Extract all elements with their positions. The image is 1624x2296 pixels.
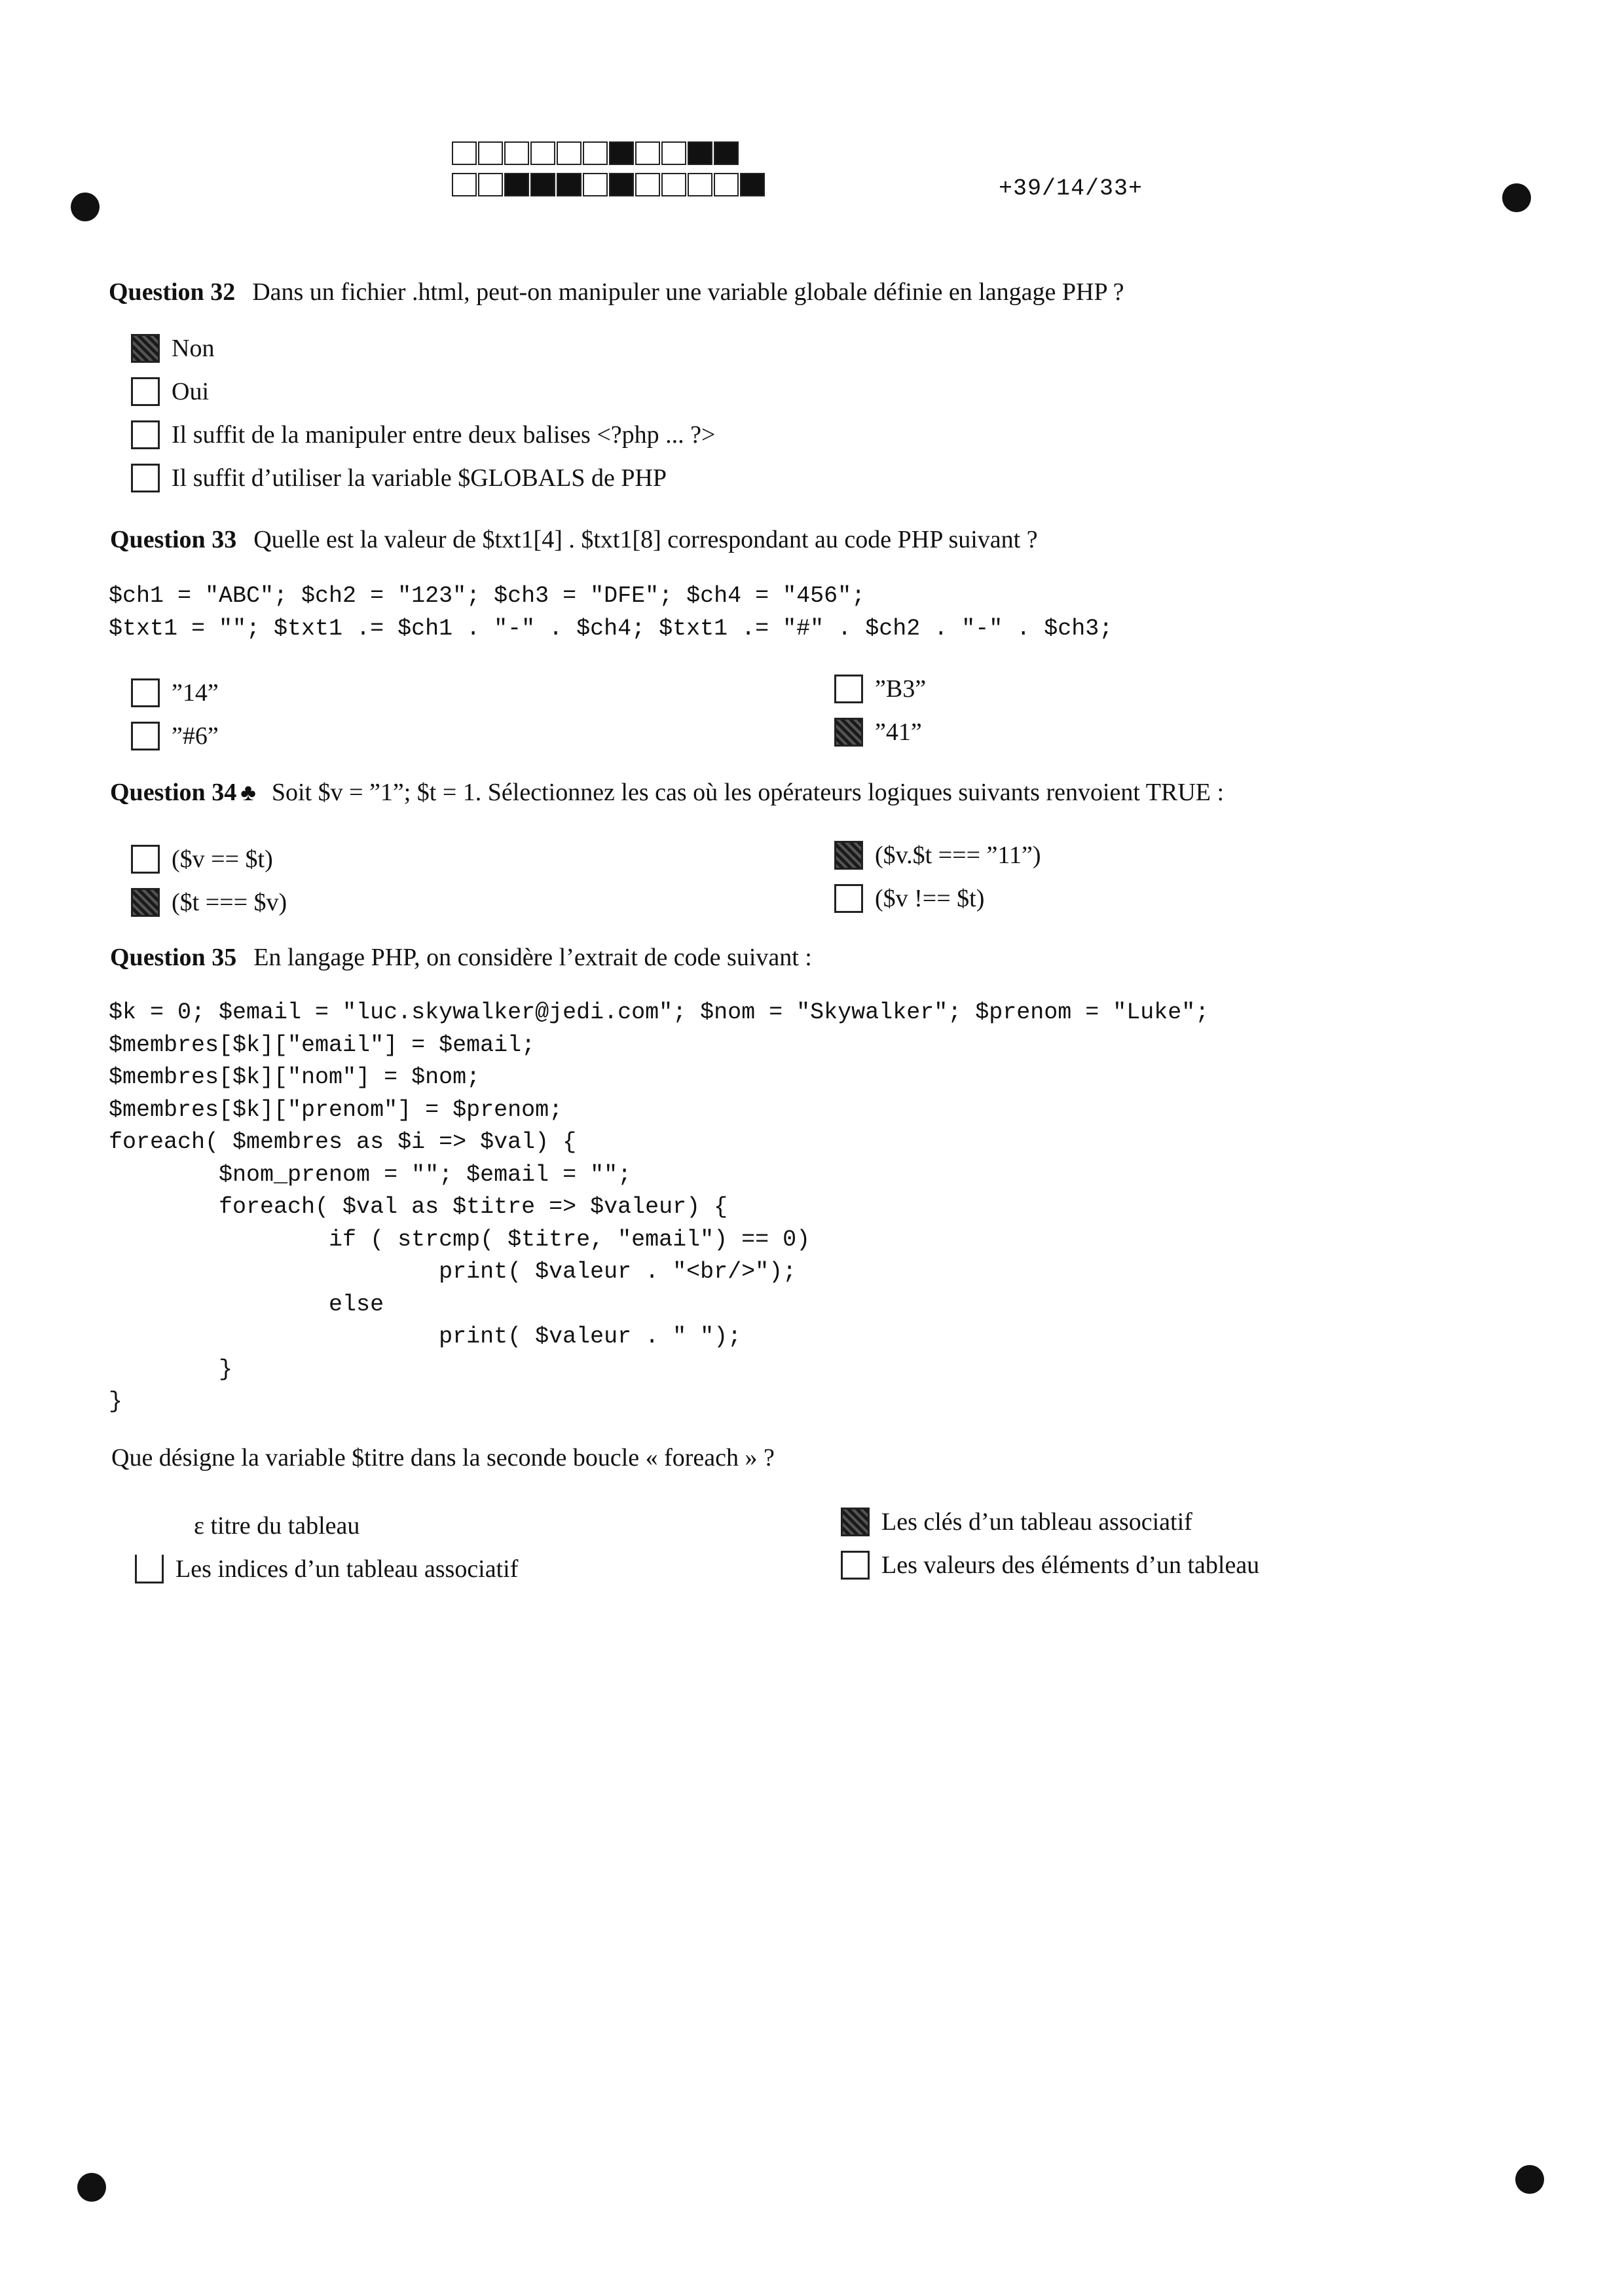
choice-label: ($t === $v)	[172, 889, 287, 916]
q35-code-block: $k = 0; $email = "luc.skywalker@jedi.com"; $nom = "Skywalker"; $prenom = "Luke"; $membres[$k]["email"] = $email; $membres[$k]["nom"] = $nom; $membres[$k]["prenom"] = $prenom; foreach( $membres as $i => $val) { $nom_prenom = ""; $email = ""; foreach( $val as $titre => $valeur) { if ( strcmp( $titre, "email") == 0) print( $valeur . "<br/>"); else print( $valeur . " "); } }	[109, 999, 1209, 1415]
q35-choice-2[interactable]	[841, 1508, 1192, 1536]
barcode-cell	[504, 173, 529, 196]
question-label: Question 35	[110, 944, 237, 971]
choice-label: Les clés d’un tableau associatif	[881, 1508, 1192, 1536]
choice-label: ”14”	[172, 679, 219, 707]
club-icon: ♣	[240, 779, 256, 805]
question-label: Question 33	[110, 526, 237, 553]
choice-label: ($v == $t)	[172, 845, 273, 873]
corner-mark-top-left	[71, 193, 100, 221]
q32-choice-1[interactable]	[131, 334, 214, 363]
question-text: Soit $v = ”1”; $t = 1. Sélectionnez les cas où les opérateurs logiques suivants renvoient TRUE :	[271, 779, 1225, 806]
barcode-cell	[504, 141, 529, 165]
q35-choice-3[interactable]	[135, 1555, 518, 1583]
checkbox[interactable]	[131, 377, 160, 406]
choice-label: Les valeurs des éléments d’un tableau	[881, 1551, 1260, 1579]
barcode-row-1	[452, 141, 740, 165]
checkbox[interactable]	[135, 1555, 164, 1583]
q32-choice-3[interactable]	[131, 420, 715, 449]
choice-label: ”B3”	[875, 675, 927, 703]
choice-label: ε titre du tableau	[194, 1512, 360, 1540]
checkbox-checked[interactable]	[131, 334, 160, 363]
checkbox[interactable]	[834, 884, 863, 913]
question-35-header	[110, 943, 812, 972]
q33-code-block: $ch1 = "ABC"; $ch2 = "123"; $ch3 = "DFE"; $ch4 = "456"; $txt1 = ""; $txt1 .= $ch1 . "-" . $ch4; $txt1 .= "#" . $ch2 . "-" . $ch3;	[109, 583, 1113, 642]
barcode-cell	[557, 173, 581, 196]
corner-mark-top-right	[1502, 183, 1531, 212]
q34-choice-1[interactable]	[131, 845, 273, 874]
checkbox-checked[interactable]	[841, 1508, 870, 1536]
corner-mark-bottom-right	[1515, 2165, 1544, 2194]
question-text: Quelle est la valeur de $txt1[4] . $txt1[8] correspondant au code PHP suivant ?	[253, 526, 1038, 553]
q32-choice-4[interactable]	[131, 464, 667, 492]
choice-label: ($v.$t === ”11”)	[875, 842, 1041, 869]
barcode-cell	[452, 141, 477, 165]
barcode-cell	[530, 141, 555, 165]
checkbox[interactable]	[131, 678, 160, 707]
barcode-cell	[478, 173, 503, 196]
q35-choice-1[interactable]	[194, 1511, 360, 1540]
barcode-cell	[661, 173, 686, 196]
checkbox[interactable]	[834, 675, 863, 703]
choice-label: Il suffit d’utiliser la variable $GLOBALS de PHP	[172, 464, 667, 492]
q32-choice-2[interactable]	[131, 377, 209, 406]
checkbox[interactable]	[131, 464, 160, 492]
barcode-cell	[478, 141, 503, 165]
barcode-cell	[714, 173, 739, 196]
barcode-cell	[452, 173, 477, 196]
q33-choice-2[interactable]	[834, 675, 926, 703]
barcode-cell	[583, 141, 608, 165]
question-34-header	[110, 778, 1224, 807]
checkbox[interactable]	[131, 722, 160, 750]
barcode-cell	[635, 173, 660, 196]
corner-mark-bottom-left	[77, 2173, 106, 2202]
q35-choice-4[interactable]	[841, 1551, 1259, 1580]
barcode-cell	[688, 173, 712, 196]
q34-choice-2[interactable]	[834, 841, 1041, 870]
barcode-cell	[740, 173, 765, 196]
choice-label: Les indices d’un tableau associatif	[175, 1555, 519, 1583]
choice-label: Non	[172, 335, 215, 362]
checkbox-checked[interactable]	[834, 718, 863, 747]
page-id: +39/14/33+	[999, 176, 1143, 202]
barcode-row-2	[452, 173, 766, 196]
q33-choice-3[interactable]	[131, 722, 219, 750]
question-label: Question 34	[110, 779, 237, 806]
q35-subquestion: Que désigne la variable $titre dans la seconde boucle « foreach » ?	[111, 1444, 775, 1472]
barcode-cell	[609, 141, 634, 165]
barcode-cell	[661, 141, 686, 165]
q34-choice-4[interactable]	[834, 884, 984, 913]
question-label: Question 32	[109, 278, 236, 306]
q34-choice-3[interactable]	[131, 888, 287, 917]
checkbox-checked[interactable]	[131, 888, 160, 917]
barcode-cell	[688, 141, 712, 165]
question-32-header	[109, 278, 1124, 306]
barcode-cell	[557, 141, 581, 165]
checkbox[interactable]	[131, 420, 160, 449]
choice-label: ”41”	[875, 718, 922, 746]
choice-label: ”#6”	[172, 722, 219, 750]
q33-choice-4[interactable]	[834, 718, 922, 747]
question-text: Dans un fichier .html, peut-on manipuler une variable globale définie en langage PHP ?	[252, 278, 1124, 306]
question-33-header	[110, 525, 1038, 554]
barcode-cell	[609, 173, 634, 196]
question-text: En langage PHP, on considère l’extrait de code suivant :	[253, 944, 812, 971]
barcode-cell	[530, 173, 555, 196]
barcode-cell	[714, 141, 739, 165]
choice-label: Oui	[172, 378, 209, 405]
barcode-cell	[583, 173, 608, 196]
checkbox[interactable]	[131, 845, 160, 874]
choice-label: Il suffit de la manipuler entre deux balises <?php ... ?>	[172, 421, 716, 449]
barcode-cell	[635, 141, 660, 165]
checkbox[interactable]	[841, 1551, 870, 1580]
q33-choice-1[interactable]	[131, 678, 219, 707]
choice-label: ($v !== $t)	[875, 885, 985, 912]
checkbox-checked[interactable]	[834, 841, 863, 870]
